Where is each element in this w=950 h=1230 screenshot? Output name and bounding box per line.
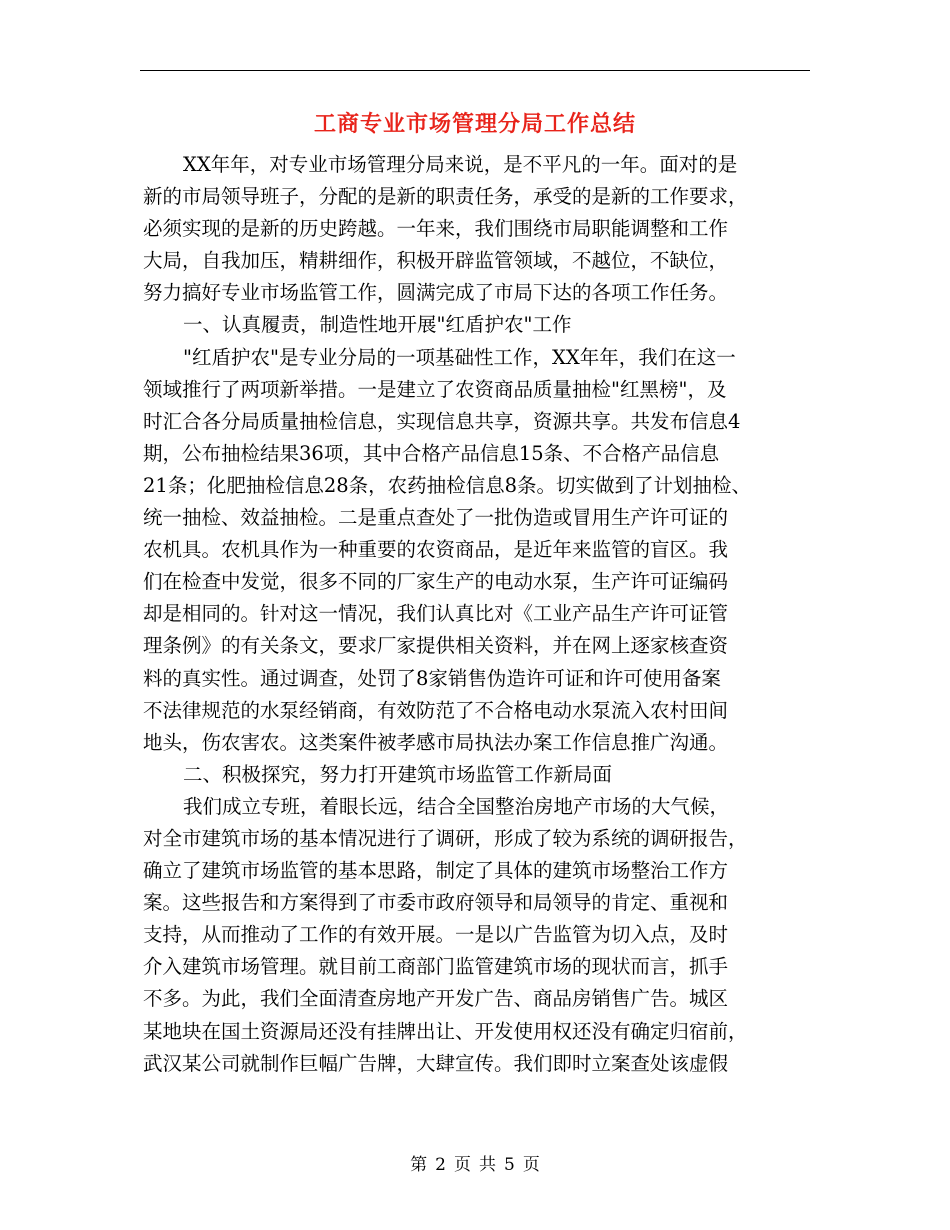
text-line: 领域推行了两项新举措。一是建立了农资商品质量抽检"红黑榜"，及: [143, 377, 727, 401]
text-line: 努力搞好专业市场监管工作，圆满完成了市局下达的各项工作任务。: [143, 281, 729, 305]
text-line: 统一抽检、效益抽检。二是重点查处了一批伪造或冒用生产许可证的: [143, 506, 729, 530]
text-line: "红盾护农"是专业分局的一项基础性工作，XX年年，我们在这一: [183, 345, 736, 369]
text-line: 不法律规范的水泵经销商，有效防范了不合格电动水泵流入农村田间: [143, 698, 729, 722]
text-line: 武汉某公司就制作巨幅广告牌，大肆宣传。我们即时立案查处该虚假: [143, 1051, 729, 1075]
text-line: 21条；化肥抽检信息28条，农药抽检信息8条。切实做到了计划抽检、: [143, 473, 752, 497]
text-line: 时汇合各分局质量抽检信息，实现信息共享，资源共享。共发布信息4: [143, 409, 741, 433]
footer-total-prefix: 共: [479, 1155, 496, 1175]
text-line: 我们成立专班，着眼长远，结合全国整治房地产市场的大气候，: [183, 794, 730, 818]
text-line: 理条例》的有关条文，要求厂家提供相关资料，并在网上逐家核查资: [143, 634, 729, 658]
document-body: [143, 149, 813, 1080]
text-line: 介入建筑市场管理。就目前工商部门监管建筑市场的现状而言，抓手: [143, 955, 729, 979]
text-line: 期，公布抽检结果36项，其中合格产品信息15条、不合格产品信息: [143, 441, 720, 465]
text-line: 二、积极探究，努力打开建筑市场监管工作新局面: [183, 762, 613, 786]
text-line: 某地块在国土资源局还没有挂牌出让、开发使用权还没有确定归宿前，: [143, 1019, 748, 1043]
text-line: 支持，从而推动了工作的有效开展。一是以广告监管为切入点，及时: [143, 923, 729, 947]
text-line: 却是相同的。针对这一情况，我们认真比对《工业产品生产许可证管: [143, 602, 729, 626]
text-line: 料的真实性。通过调查，处罚了8家销售伪造许可证和许可使用备案: [143, 666, 721, 690]
text-line: 农机具。农机具作为一种重要的农资商品，是近年来监管的盲区。我: [143, 538, 729, 562]
footer-total-pages: 5: [504, 1155, 515, 1175]
footer-page-unit: 页: [454, 1155, 471, 1175]
footer-prefix: 第: [410, 1155, 428, 1175]
text-line: XX年年，对专业市场管理分局来说，是不平凡的一年。面对的是: [183, 153, 738, 176]
document-title: 工商专业市场管理分局工作总结: [313, 112, 636, 137]
text-line: 确立了建筑市场监管的基本思路，制定了具体的建筑市场整治工作方: [143, 859, 729, 883]
header-rule: [140, 70, 810, 71]
text-line: 地头，伤农害农。这类案件被孝感市局执法办案工作信息推广沟通。: [143, 730, 729, 754]
footer-total-unit: 页: [522, 1155, 540, 1175]
text-line: 们在检查中发觉，很多不同的厂家生产的电动水泵，生产许可证编码: [143, 570, 729, 594]
text-line: 新的市局领导班子，分配的是新的职责任务，承受的是新的工作要求，: [143, 185, 748, 209]
text-line: 对全市建筑市场的基本情况进行了调研，形成了较为系统的调研报告，: [143, 826, 748, 850]
text-line: 案。这些报告和方案得到了市委市政府领导和局领导的肯定、重视和: [143, 891, 729, 915]
page-footer: [0, 1152, 950, 1178]
text-line: 不多。为此，我们全面清查房地产开发广告、商品房销售广告。城区: [143, 987, 729, 1011]
text-line: 一、认真履责，制造性地开展"红盾护农"工作: [183, 313, 572, 337]
text-line: 大局，自我加压，精耕细作，积极开辟监管领域，不越位，不缺位，: [143, 249, 729, 273]
footer-page-number: 2: [435, 1155, 446, 1175]
text-line: 必须实现的是新的历史跨越。一年来，我们围绕市局职能调整和工作: [143, 217, 729, 241]
